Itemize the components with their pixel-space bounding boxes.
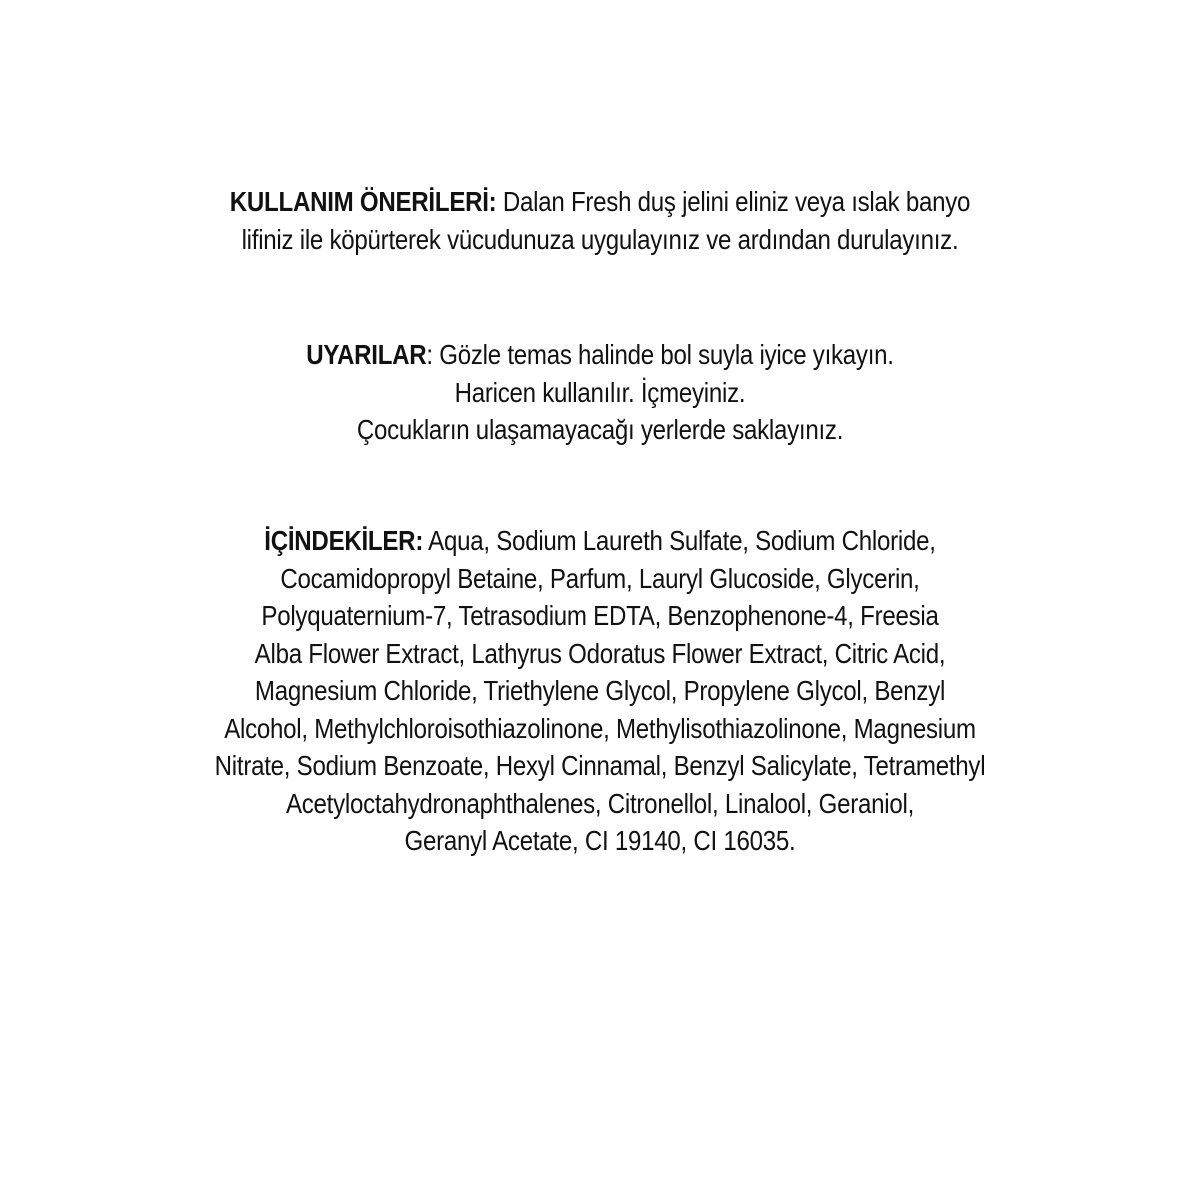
- usage-line-1: [84, 183, 1116, 221]
- warnings-section: [0, 336, 1200, 449]
- usage-heading: KULLANIM ÖNERİLERİ:: [229, 186, 497, 217]
- ingredients-section: [0, 522, 1200, 860]
- usage-line-2: lifiniz ile köpürterek vücudunuza uygulayınız ve ardından durulayınız.: [241, 223, 959, 255]
- ingredients-text-1: Aqua, Sodium Laureth Sulfate, Sodium Chloride,: [423, 525, 936, 556]
- ingredients-heading: İÇİNDEKİLER:: [264, 525, 424, 556]
- ingredients-line-7: Nitrate, Sodium Benzoate, Hexyl Cinnamal, Benzyl Salicylate, Tetramethyl: [214, 750, 986, 781]
- ingredients-line-4: Alba Flower Extract, Lathyrus Odoratus Flower Extract, Citric Acid,: [254, 637, 946, 669]
- warnings-line-2: Haricen kullanılır. İçmeyiniz.: [454, 376, 746, 408]
- ingredients-line-8: Acetyloctahydronaphthalenes, Citronellol, Linalool, Geraniol,: [285, 787, 915, 819]
- ingredients-line-6: Alcohol, Methylchloroisothiazolinone, Methylisothiazolinone, Magnesium: [224, 712, 976, 744]
- ingredients-line-2: Cocamidopropyl Betaine, Parfum, Lauryl Glucoside, Glycerin,: [280, 562, 920, 594]
- usage-text-1: Dalan Fresh duş jelini eliniz veya ıslak banyo: [496, 186, 971, 217]
- warnings-heading: UYARILAR: [306, 339, 427, 370]
- ingredients-line-9: Geranyl Acetate, CI 19140, CI 16035.: [404, 825, 796, 856]
- warnings-line-1: [84, 336, 1116, 374]
- ingredients-line-3: Polyquaternium-7, Tetrasodium EDTA, Benzophenone-4, Freesia: [261, 600, 939, 631]
- ingredients-line-1: [84, 522, 1116, 560]
- ingredients-line-5: Magnesium Chloride, Triethylene Glycol, Propylene Glycol, Benzyl: [254, 675, 946, 706]
- usage-section: [0, 183, 1200, 258]
- warnings-line-3: Çocukların ulaşamayacağı yerlerde saklayınız.: [356, 414, 844, 445]
- warnings-text-1: : Gözle temas halinde bol suyla iyice yıkayın.: [426, 339, 894, 370]
